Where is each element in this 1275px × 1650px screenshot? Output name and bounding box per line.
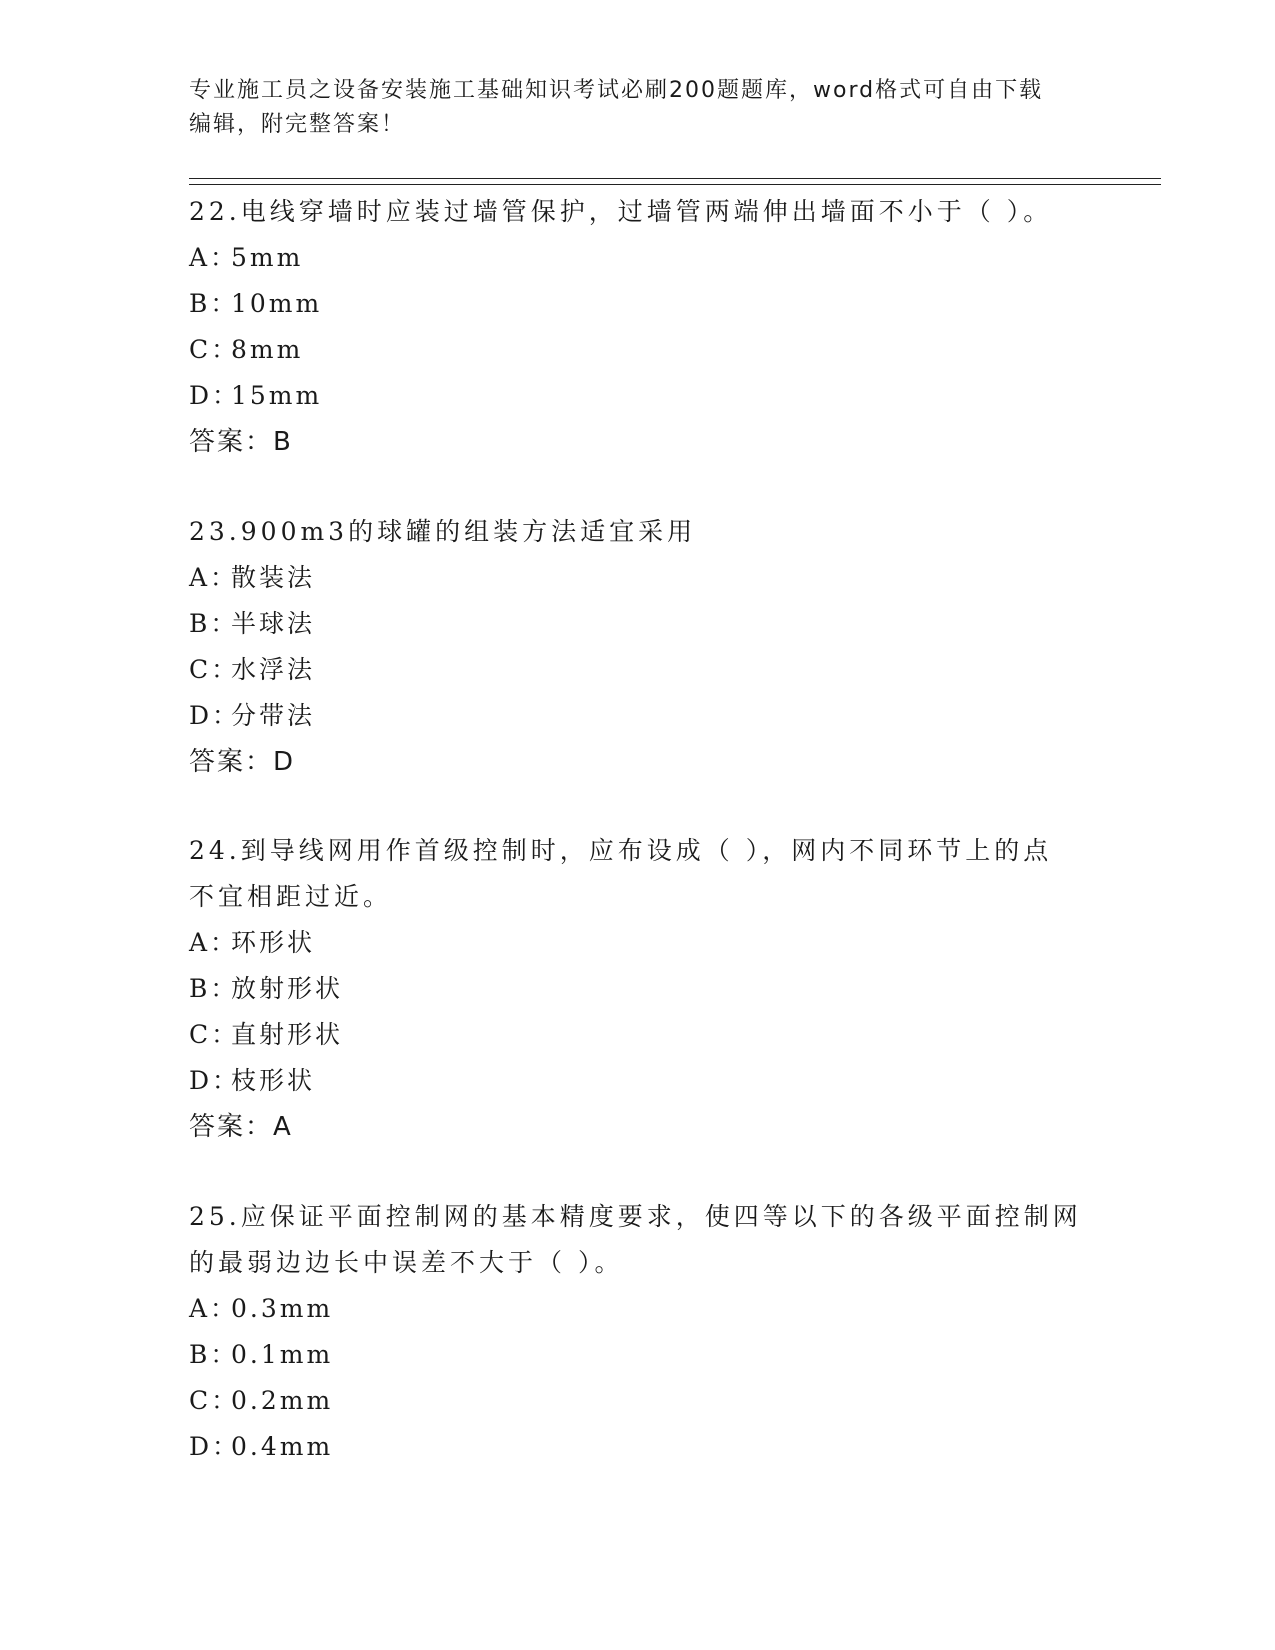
option-key: C： (189, 1020, 240, 1049)
answer-line: 答案：B (189, 427, 293, 457)
option-text: 放射形状 (231, 974, 344, 1003)
option-key: D： (189, 1432, 241, 1461)
option-key: A： (189, 563, 239, 592)
option-d (189, 1424, 1089, 1470)
option-key: B： (189, 1340, 239, 1369)
option-a (189, 1286, 1089, 1332)
option-key: B： (189, 609, 239, 638)
question-stem-continued: 不宜相距过近。 (189, 882, 393, 911)
option-text: 直射形状 (231, 1020, 344, 1049)
option-c (189, 1378, 1089, 1424)
option-key: C： (189, 1386, 240, 1415)
option-c (189, 647, 1089, 693)
option-text: 散装法 (231, 563, 316, 592)
question-24 (189, 828, 1089, 1150)
header-divider-top (189, 178, 1161, 179)
option-key: B： (189, 289, 239, 318)
option-key: D： (189, 701, 241, 730)
option-c (189, 327, 1089, 373)
option-text: 0.1mm (231, 1340, 334, 1369)
question-22 (189, 189, 1089, 465)
option-b (189, 966, 1089, 1012)
answer-line: 答案：A (189, 1112, 293, 1142)
option-a (189, 920, 1089, 966)
option-text: 水浮法 (231, 655, 316, 684)
header-line-1: 专业施工员之设备安装施工基础知识考试必刷200题题库，word格式可自由下载 (189, 78, 1044, 103)
option-d (189, 1058, 1089, 1104)
option-key: C： (189, 655, 240, 684)
option-text: 0.3mm (231, 1294, 334, 1323)
question-stem: 25.应保证平面控制网的基本精度要求，使四等以下的各级平面控制网 (189, 1202, 1082, 1231)
option-text: 0.4mm (231, 1432, 334, 1461)
option-b (189, 281, 1089, 327)
option-a (189, 555, 1089, 601)
header-line-2: 编辑，附完整答案！ (189, 112, 406, 137)
question-25 (189, 1194, 1089, 1470)
question-stem: 23.900m3的球罐的组装方法适宜采用 (189, 517, 697, 546)
option-text: 15mm (231, 381, 323, 410)
document-header (189, 74, 1089, 142)
option-text: 分带法 (231, 701, 316, 730)
option-d (189, 693, 1089, 739)
option-key: C： (189, 335, 240, 364)
option-text: 半球法 (231, 609, 316, 638)
option-text: 10mm (231, 289, 323, 318)
question-stem: 22.电线穿墙时应装过墙管保护，过墙管两端伸出墙面不小于（ ）。 (189, 197, 1053, 226)
option-text: 0.2mm (231, 1386, 334, 1415)
option-text: 5mm (231, 243, 304, 272)
option-c (189, 1012, 1089, 1058)
question-23 (189, 509, 1089, 785)
option-key: A： (189, 1294, 239, 1323)
option-text: 8mm (231, 335, 304, 364)
option-a (189, 235, 1089, 281)
option-text: 环形状 (231, 928, 316, 957)
option-text: 枝形状 (231, 1066, 316, 1095)
option-key: D： (189, 1066, 241, 1095)
answer-line: 答案：D (189, 747, 296, 777)
option-b (189, 601, 1089, 647)
question-stem-continued: 的最弱边边长中误差不大于（ ）。 (189, 1248, 624, 1277)
option-b (189, 1332, 1089, 1378)
option-key: B： (189, 974, 239, 1003)
header-divider-bottom (189, 184, 1161, 185)
option-key: A： (189, 928, 239, 957)
option-d (189, 373, 1089, 419)
option-key: A： (189, 243, 239, 272)
question-stem: 24.到导线网用作首级控制时，应布设成（ ），网内不同环节上的点 (189, 836, 1053, 865)
option-key: D： (189, 381, 241, 410)
